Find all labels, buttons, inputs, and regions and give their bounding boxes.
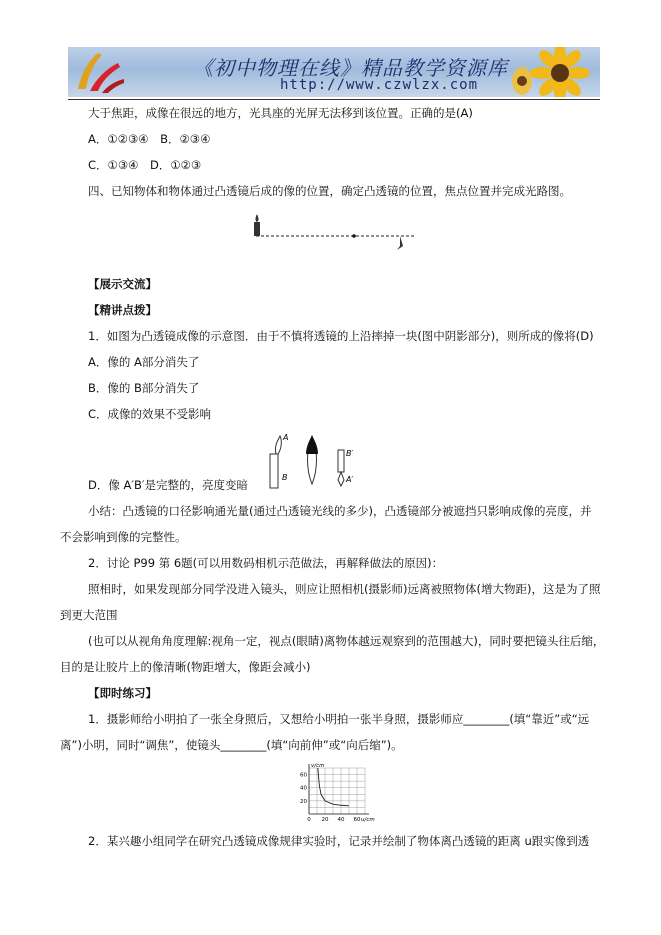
y-tick-label: 20 xyxy=(300,798,307,805)
text-line: C．①③④ D．①②③ xyxy=(88,158,202,172)
header-banner xyxy=(68,47,600,97)
candle-object xyxy=(254,222,260,236)
optical-axis-figure xyxy=(250,210,420,256)
x-tick-label: 60 xyxy=(353,817,361,823)
text-line: 2．讨论 P99 第 6题(可以用数码相机示范做法，再解释做法的原因)： xyxy=(88,556,444,570)
inverted-flame-image xyxy=(338,472,344,486)
text-line: 大于焦距，成像在很远的地方，光具座的光屏无法移到该位置。正确的是(A) xyxy=(88,106,473,120)
text-line: 目的是让胶片上的像清晰(物距增大，像距会减小) xyxy=(60,660,311,674)
section-heading: 【精讲点拨】 xyxy=(88,303,157,317)
header-title: 《初中物理在线》精品教学资源库 xyxy=(193,56,508,80)
text-line: 不会影响到像的完整性。 xyxy=(60,530,187,544)
logo-icon xyxy=(72,49,128,95)
x-tick-label: 20 xyxy=(321,817,329,823)
axis-point xyxy=(352,234,356,238)
text-line: 小结：凸透镜的口径影响通光量(通过凸透镜光线的多少)，凸透镜部分被遮挡只影响成像的亮度，并 xyxy=(88,504,592,518)
y-tick-label: 40 xyxy=(300,785,307,792)
text-line: A．①②③④ B．②③④ xyxy=(88,132,211,146)
lens-image-figure xyxy=(262,430,362,494)
lens-broken-part xyxy=(306,436,318,454)
text-line: C．成像的效果不受影响 xyxy=(88,407,212,421)
label-b: B xyxy=(282,473,288,482)
text-line: 四、已知物体和物体通过凸透镜后成的像的位置，确定凸透镜的位置，焦点位置并完成光路图。 xyxy=(88,184,571,198)
u-v-graph xyxy=(295,758,379,824)
x-tick-label: 0 xyxy=(307,817,311,823)
candle-body xyxy=(270,454,278,488)
x-tick-label: 40 xyxy=(337,817,345,823)
text-line: A．像的 A部分消失了 xyxy=(88,355,200,369)
candle-flame xyxy=(275,436,281,454)
chart-series-line xyxy=(318,768,349,806)
section-heading: 【即时练习】 xyxy=(88,686,157,700)
chart-grid xyxy=(309,768,365,814)
candle-flame xyxy=(256,214,259,222)
header-url: http://www.czwlzx.com xyxy=(280,77,479,93)
text-line: 离”)小明，同时“调焦”，使镜头________(填“向前伸”或“向后缩”)。 xyxy=(60,738,403,752)
text-line: D．像 A′B′是完整的，亮度变暗 xyxy=(88,478,248,492)
label-a: A xyxy=(283,433,289,442)
y-tick-label: 60 xyxy=(300,772,307,779)
text-line: 1．摄影师给小明拍了一张全身照后，又想给小明拍一张半身照，摄影师应________(填“靠近”或“远 xyxy=(88,712,590,726)
sunflower-icon xyxy=(508,47,596,97)
text-line: 2．某兴趣小组同学在研究凸透镜成像规律实验时，记录并绘制了物体离凸透镜的距离 u跟实像到透 xyxy=(88,834,590,848)
text-line: B．像的 B部分消失了 xyxy=(88,381,200,395)
text-line: 1．如图为凸透镜成像的示意图．由于不慎将透镜的上沿摔掉一块(图中阴影部分)，则所成的像将(D) xyxy=(88,329,594,343)
label-b-prime: B′ xyxy=(346,449,354,458)
section-heading: 【展示交流】 xyxy=(88,277,157,291)
x-axis-label: u/cm xyxy=(361,817,375,823)
text-line: 照相时，如果发现部分同学没进入镜头，则应让照相机(摄影师)远离被照物体(增大物距)，这是为了照 xyxy=(88,582,601,596)
text-line: (也可以从视角角度理解:视角一定，视点(眼睛)离物体越远观察到的范围越大)，同时要把镜头往后缩， xyxy=(88,634,605,648)
inverted-candle-image xyxy=(338,450,344,472)
header-rule xyxy=(68,99,600,100)
text-line: 到更大范围 xyxy=(60,608,118,622)
inverted-image xyxy=(397,236,403,250)
y-axis-label: v/cm xyxy=(311,763,325,769)
label-a-prime: A′ xyxy=(346,475,354,484)
